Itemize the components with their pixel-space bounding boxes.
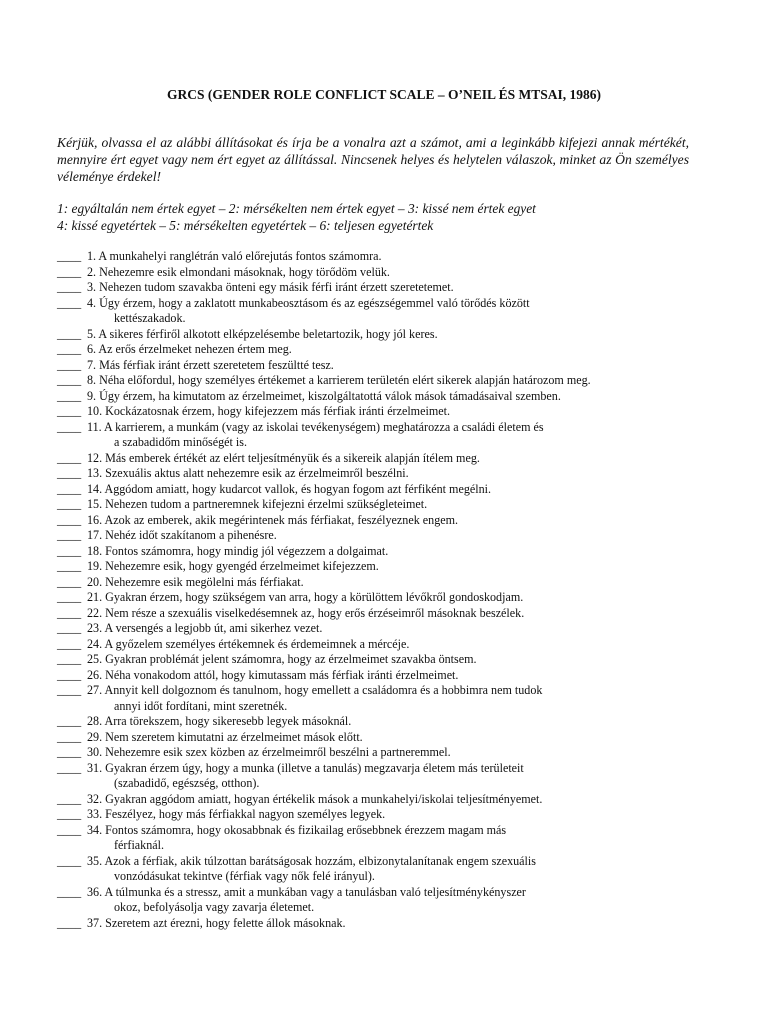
answer-blank[interactable]: ____ [57, 760, 82, 775]
list-item [57, 792, 697, 808]
item-statement: 25. Gyakran problémát jelent számomra, hogy az érzelmeimet szavakba öntsem. [87, 652, 477, 666]
list-item [57, 420, 697, 451]
list-item [57, 451, 697, 467]
list-item [57, 916, 697, 932]
item-text [87, 451, 697, 467]
item-statement: 26. Néha vonakodom attól, hogy kimutassam más férfiak iránti érzelmeimet. [87, 667, 459, 682]
item-text [87, 249, 697, 265]
item-statement: 23. A versengés a legjobb út, ami sikerhez vezet. [87, 621, 323, 635]
answer-blank[interactable]: ____ [57, 884, 82, 899]
list-item [57, 389, 697, 405]
instructions-text: Kérjük, olvassa el az alábbi állításokat és írja be a vonalra azt a számot, ami a leginkább kifejezi annak mértékét, mennyire ért egyet vagy nem ért egyet az állítással. Nincsenek helyes és helytelen válaszok, minket az Ön személyes véleménye érdekel! [57, 135, 689, 184]
item-text [87, 265, 697, 281]
item-statement: 29. Nem szeretem kimutatni az érzelmeimet mások előtt. [87, 729, 363, 744]
item-statement: 3. Nehezen tudom szavakba önteni egy másik férfi iránt érzett szeretetemet. [87, 280, 454, 294]
item-text [87, 652, 697, 668]
item-statement: 35. Azok a férfiak, akik túlzottan barátságosak hozzám, elbizonytalanítanak engem szexuális [87, 853, 536, 868]
item-statement-continuation: okoz, befolyásolja vagy zavarja életemet. [114, 900, 315, 914]
item-statement: 9. Úgy érzem, ha kimutatom az érzelmeimet, kiszolgáltatottá válok mások támadásaival szemben. [87, 388, 561, 403]
item-text [87, 606, 697, 622]
item-text [87, 575, 697, 591]
item-statement: 22. Nem része a szexuális viselkedésemnek az, hogy erős érzéseimről másoknak beszélek. [87, 605, 525, 620]
answer-blank[interactable]: ____ [57, 683, 82, 697]
item-statement: 19. Nehezemre esik, hogy gyengéd érzelmeimet kifejezzem. [87, 559, 379, 573]
answer-blank[interactable]: ____ [57, 419, 82, 434]
list-item [57, 761, 697, 792]
item-statement: 13. Szexuális aktus alatt nehezemre esik az érzelmeimről beszélni. [87, 466, 409, 480]
item-statement: 7. Más férfiak iránt érzett szeretetem feszültté tesz. [87, 357, 334, 372]
answer-blank[interactable]: ____ [57, 466, 82, 480]
item-text [87, 807, 697, 823]
list-item [57, 714, 697, 730]
item-text [87, 358, 697, 374]
list-item [57, 513, 697, 529]
answer-blank[interactable]: ____ [57, 853, 82, 868]
list-item [57, 745, 697, 761]
item-text [87, 823, 697, 854]
list-item [57, 730, 697, 746]
item-text [87, 683, 697, 714]
instructions [57, 134, 689, 185]
answer-blank[interactable]: ____ [57, 280, 82, 294]
item-text [87, 389, 697, 405]
item-statement: 4. Úgy érzem, hogy a zaklatott munkabeosztásom és az egészségemmel való törődés között [87, 295, 530, 310]
item-statement: 36. A túlmunka és a stressz, amit a munkában vagy a tanulásban való teljesítménykényszer [87, 884, 526, 899]
list-item [57, 885, 697, 916]
list-item [57, 280, 697, 296]
item-text [87, 342, 697, 358]
item-statement: 10. Kockázatosnak érzem, hogy kifejezzem más férfiak iránti érzelmeimet. [87, 404, 450, 418]
list-item [57, 823, 697, 854]
scale-line-1: 1: egyáltalán nem értek egyet – 2: mérsékelten nem értek egyet – 3: kissé nem értek egyet [57, 201, 536, 216]
item-text [87, 404, 697, 420]
item-statement: 20. Nehezemre esik megölelni más férfiakat. [87, 574, 304, 589]
item-statement: 8. Néha előfordul, hogy személyes értékemet a karrierem területén elért sikerek alapján határozom meg. [87, 373, 591, 387]
item-text [87, 714, 697, 730]
list-item [57, 466, 697, 482]
item-text [87, 885, 697, 916]
item-text [87, 544, 697, 560]
list-item [57, 854, 697, 885]
answer-blank[interactable]: ____ [57, 326, 82, 341]
list-item [57, 544, 697, 560]
answer-blank[interactable]: ____ [57, 295, 82, 310]
answer-blank[interactable]: ____ [57, 450, 82, 465]
list-item [57, 482, 697, 498]
list-item [57, 296, 697, 327]
item-text [87, 621, 697, 637]
answer-blank[interactable]: ____ [57, 636, 82, 651]
item-text [87, 916, 697, 932]
item-text [87, 420, 697, 451]
item-statement: 34. Fontos számomra, hogy okosabbnak és fizikailag erősebbnek érezzem magam más [87, 822, 507, 837]
answer-blank[interactable]: ____ [57, 574, 82, 589]
item-statement-continuation: a szabadidőm minőségét is. [114, 435, 248, 449]
answer-blank[interactable]: ____ [57, 590, 82, 604]
item-text [87, 327, 697, 343]
item-text [87, 559, 697, 575]
list-item [57, 606, 697, 622]
answer-blank[interactable]: ____ [57, 822, 82, 837]
item-statement: 31. Gyakran érzem úgy, hogy a munka (illetve a tanulás) megzavarja életem más területeit [87, 760, 524, 775]
answer-blank[interactable]: ____ [57, 745, 82, 759]
item-statement: 27. Annyit kell dolgoznom és tanulnom, hogy emellett a családomra és a hobbimra nem tudok [87, 683, 543, 697]
item-statement-continuation: férfiaknál. [114, 838, 165, 852]
answer-blank[interactable]: ____ [57, 915, 82, 930]
answer-blank[interactable]: ____ [57, 342, 82, 356]
item-text [87, 792, 697, 808]
answer-blank[interactable]: ____ [57, 528, 82, 542]
item-statement: 11. A karrierem, a munkám (vagy az iskolai tevékenységem) meghatározza a családi életem és [87, 419, 544, 434]
answer-blank[interactable]: ____ [57, 807, 82, 821]
item-text [87, 637, 697, 653]
item-statement: 37. Szeretem azt érezni, hogy felette állok másoknak. [87, 915, 346, 930]
item-statement: 33. Feszélyez, hogy más férfiakkal nagyon személyes legyek. [87, 807, 386, 821]
item-statement: 15. Nehezen tudom a partneremnek kifejezni érzelmi szükségleteimet. [87, 497, 428, 511]
item-text [87, 513, 697, 529]
list-item [57, 621, 697, 637]
answer-blank[interactable]: ____ [57, 652, 82, 666]
item-statement-continuation: (szabadidő, egészség, otthon). [114, 776, 260, 790]
list-item [57, 668, 697, 684]
item-statement: 14. Aggódom amiatt, hogy kudarcot vallok, és hogyan fogom azt férfiként megélni. [87, 481, 492, 496]
item-text [87, 761, 697, 792]
item-statement: 18. Fontos számomra, hogy mindig jól végezzem a dolgaimat. [87, 543, 389, 558]
item-statement: 17. Nehéz időt szakítanom a pihenésre. [87, 528, 277, 542]
answer-blank[interactable]: ____ [57, 357, 82, 372]
item-statement: 2. Nehezemre esik elmondani másoknak, hogy törődöm velük. [87, 264, 390, 279]
item-statement: 6. Az erős érzelmeket nehezen értem meg. [87, 342, 292, 356]
item-statement: 28. Arra törekszem, hogy sikeresebb legyek másoknál. [87, 714, 352, 728]
list-item [57, 265, 697, 281]
item-statement: 16. Azok az emberek, akik megérintenek más férfiakat, feszélyeznek engem. [87, 512, 459, 527]
item-statement: 24. A győzelem személyes értékemnek és érdemeimnek a mércéje. [87, 636, 410, 651]
list-item [57, 249, 697, 265]
item-text [87, 745, 697, 761]
item-text [87, 730, 697, 746]
item-statement-continuation: annyi időt fordítani, mint szeretnék. [114, 698, 288, 713]
scale-line-2: 4: kissé egyetértek – 5: mérsékelten egyetértek – 6: teljesen egyetértek [57, 218, 434, 233]
list-item [57, 528, 697, 544]
list-item [57, 358, 697, 374]
item-statement: 1. A munkahelyi ranglétrán való előrejutás fontos számomra. [87, 249, 382, 263]
answer-blank[interactable]: ____ [57, 264, 82, 279]
item-statement: 32. Gyakran aggódom amiatt, hogyan értékelik mások a munkahelyi/iskolai teljesítményemet. [87, 791, 543, 806]
item-text [87, 482, 697, 498]
list-item [57, 497, 697, 513]
answer-blank[interactable]: ____ [57, 714, 82, 728]
item-text [87, 497, 697, 513]
list-item [57, 652, 697, 668]
list-item [57, 683, 697, 714]
item-text [87, 280, 697, 296]
item-text [87, 590, 697, 606]
list-item [57, 327, 697, 343]
item-statement-continuation: kettészakadok. [114, 311, 186, 325]
item-text [87, 854, 697, 885]
list-item [57, 404, 697, 420]
answer-blank[interactable]: ____ [57, 388, 82, 403]
list-item [57, 807, 697, 823]
answer-blank[interactable]: ____ [57, 791, 82, 806]
answer-blank[interactable]: ____ [57, 621, 82, 635]
answer-blank[interactable]: ____ [57, 512, 82, 527]
list-item [57, 559, 697, 575]
item-statement: 5. A sikeres férfiről alkotott elképzelésembe beletartozik, hogy jól keres. [87, 326, 438, 341]
page-title: GRCS (GENDER ROLE CONFLICT SCALE – O’NEIL ÉS MTSAI, 1986) [166, 87, 602, 102]
answer-blank[interactable]: ____ [57, 404, 82, 418]
answer-blank[interactable]: ____ [57, 373, 82, 387]
list-item [57, 575, 697, 591]
response-scale [57, 200, 697, 234]
list-item [57, 342, 697, 358]
item-text [87, 668, 697, 684]
item-text [87, 373, 697, 389]
list-item [57, 373, 697, 389]
item-statement-continuation: vonzódásukat tekintve (férfiak vagy nők felé irányul). [114, 869, 375, 883]
item-text [87, 296, 697, 327]
item-text [87, 466, 697, 482]
answer-blank[interactable]: ____ [57, 543, 82, 558]
answer-blank[interactable]: ____ [57, 497, 82, 511]
item-list [57, 249, 697, 931]
item-statement: 21. Gyakran érzem, hogy szükségem van arra, hogy a körülöttem lévőkről gondoskodjam. [87, 590, 524, 604]
list-item [57, 590, 697, 606]
item-text [87, 528, 697, 544]
answer-blank[interactable]: ____ [57, 667, 82, 682]
answer-blank[interactable]: ____ [57, 729, 82, 744]
answer-blank[interactable]: ____ [57, 249, 82, 263]
answer-blank[interactable]: ____ [57, 605, 82, 620]
item-statement: 30. Nehezemre esik szex közben az érzelmeimről beszélni a partneremmel. [87, 745, 451, 759]
item-statement: 12. Más emberek értékét az elért teljesítményük és a sikereik alapján ítélem meg. [87, 450, 480, 465]
answer-blank[interactable]: ____ [57, 481, 82, 496]
answer-blank[interactable]: ____ [57, 559, 82, 573]
list-item [57, 637, 697, 653]
